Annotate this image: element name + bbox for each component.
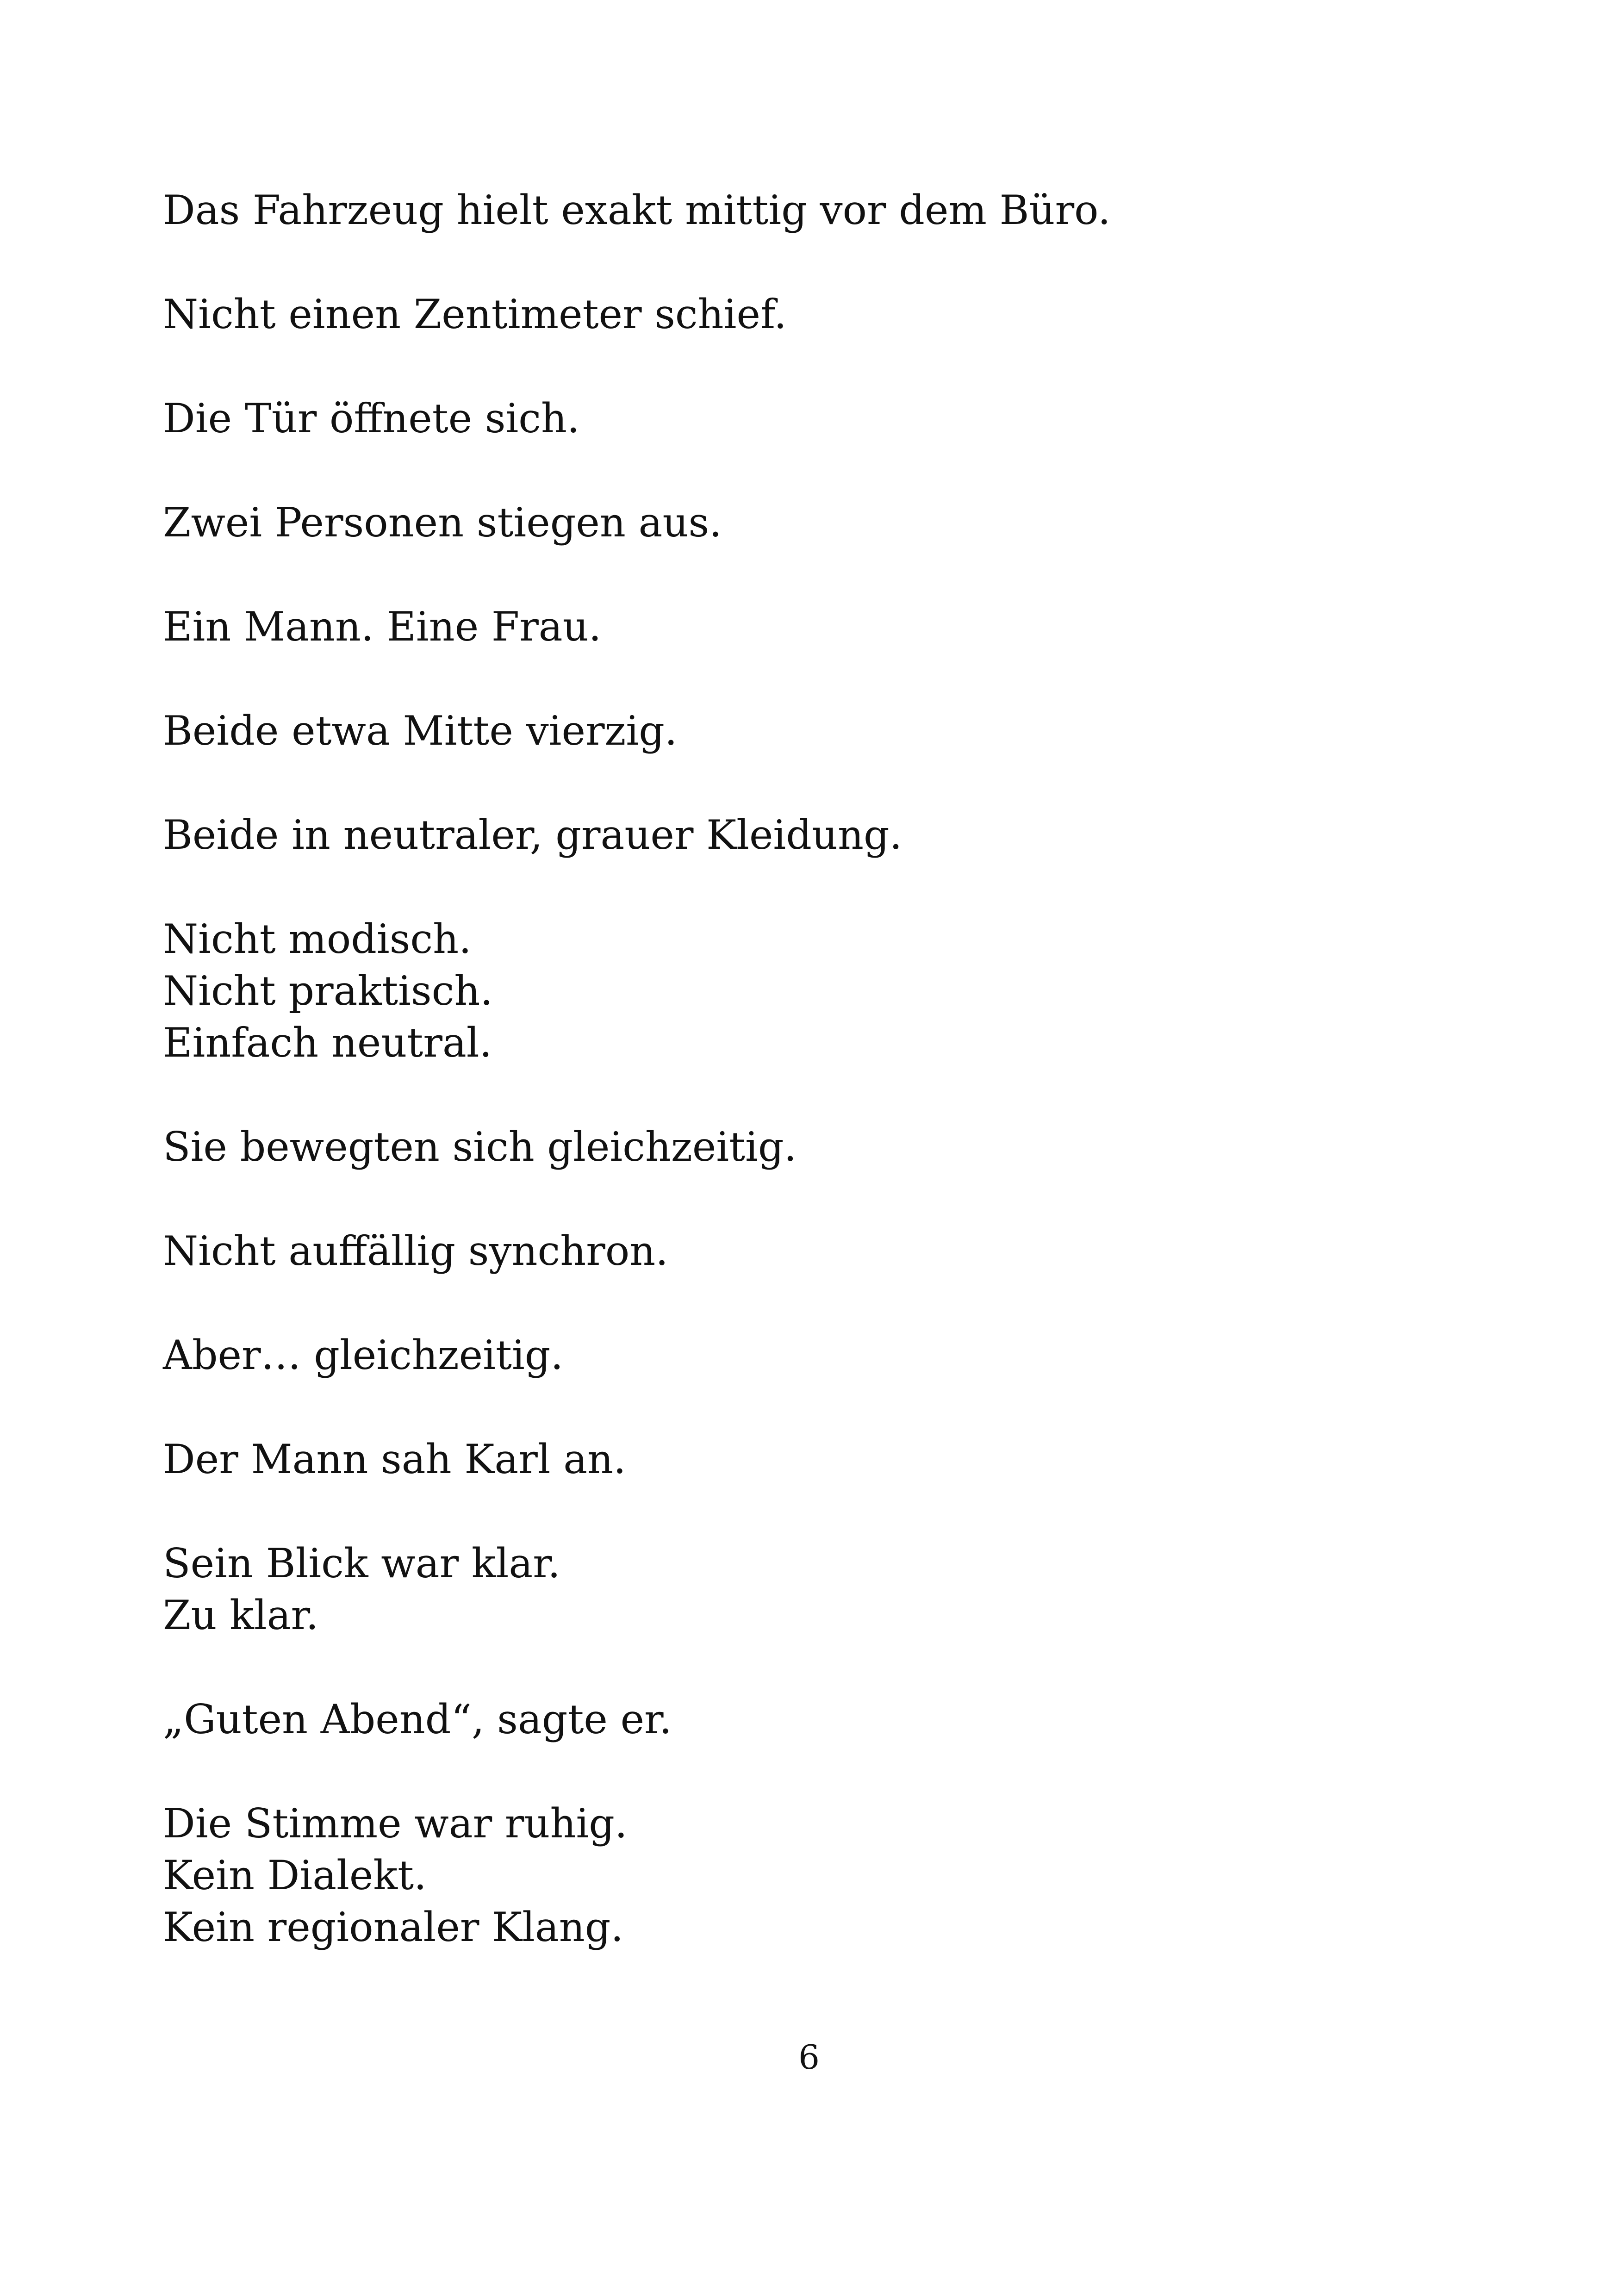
text-line: „Guten Abend“, sagte er. <box>163 1696 672 1743</box>
paragraph <box>163 1225 1505 1277</box>
text-line: Der Mann sah Karl an. <box>163 1436 626 1483</box>
text-line: Kein regionaler Klang. <box>163 1904 624 1951</box>
text-line: Einfach neutral. <box>163 1019 492 1066</box>
text-line: Zwei Personen stiegen aus. <box>163 499 722 546</box>
paragraph <box>163 497 1505 548</box>
text-line: Beide in neutraler, grauer Kleidung. <box>163 811 902 859</box>
paragraph <box>163 288 1505 340</box>
paragraph <box>163 809 1505 861</box>
text-line: Das Fahrzeug hielt exakt mittig vor dem Büro. <box>163 187 1111 234</box>
text-line: Nicht praktisch. <box>163 967 493 1014</box>
text-line: Nicht modisch. <box>163 915 472 963</box>
paragraph <box>163 184 1505 236</box>
paragraph <box>163 913 1505 1069</box>
page-number: 6 <box>798 2038 820 2077</box>
paragraph <box>163 1693 1505 1745</box>
paragraph <box>163 392 1505 444</box>
text-line: Nicht auffällig synchron. <box>163 1227 668 1275</box>
paragraph <box>163 1433 1505 1485</box>
text-line: Nicht einen Zentimeter schief. <box>163 291 787 338</box>
paragraph <box>163 1798 1505 1953</box>
paragraph <box>163 1537 1505 1641</box>
text-line: Sein Blick war klar. <box>163 1540 560 1587</box>
text-line: Zu klar. <box>163 1592 319 1639</box>
paragraph <box>163 705 1505 757</box>
paragraph <box>163 1329 1505 1381</box>
text-line: Ein Mann. Eine Frau. <box>163 603 602 650</box>
text-line: Die Tür öffnete sich. <box>163 395 580 442</box>
text-line: Kein Dialekt. <box>163 1852 427 1899</box>
paragraph <box>163 1121 1505 1173</box>
text-body <box>163 184 1505 1953</box>
text-line: Aber… gleichzeitig. <box>163 1332 564 1379</box>
text-line: Die Stimme war ruhig. <box>163 1800 628 1847</box>
paragraph <box>163 601 1505 653</box>
text-line: Beide etwa Mitte vierzig. <box>163 707 678 754</box>
text-line: Sie bewegten sich gleichzeitig. <box>163 1123 797 1170</box>
